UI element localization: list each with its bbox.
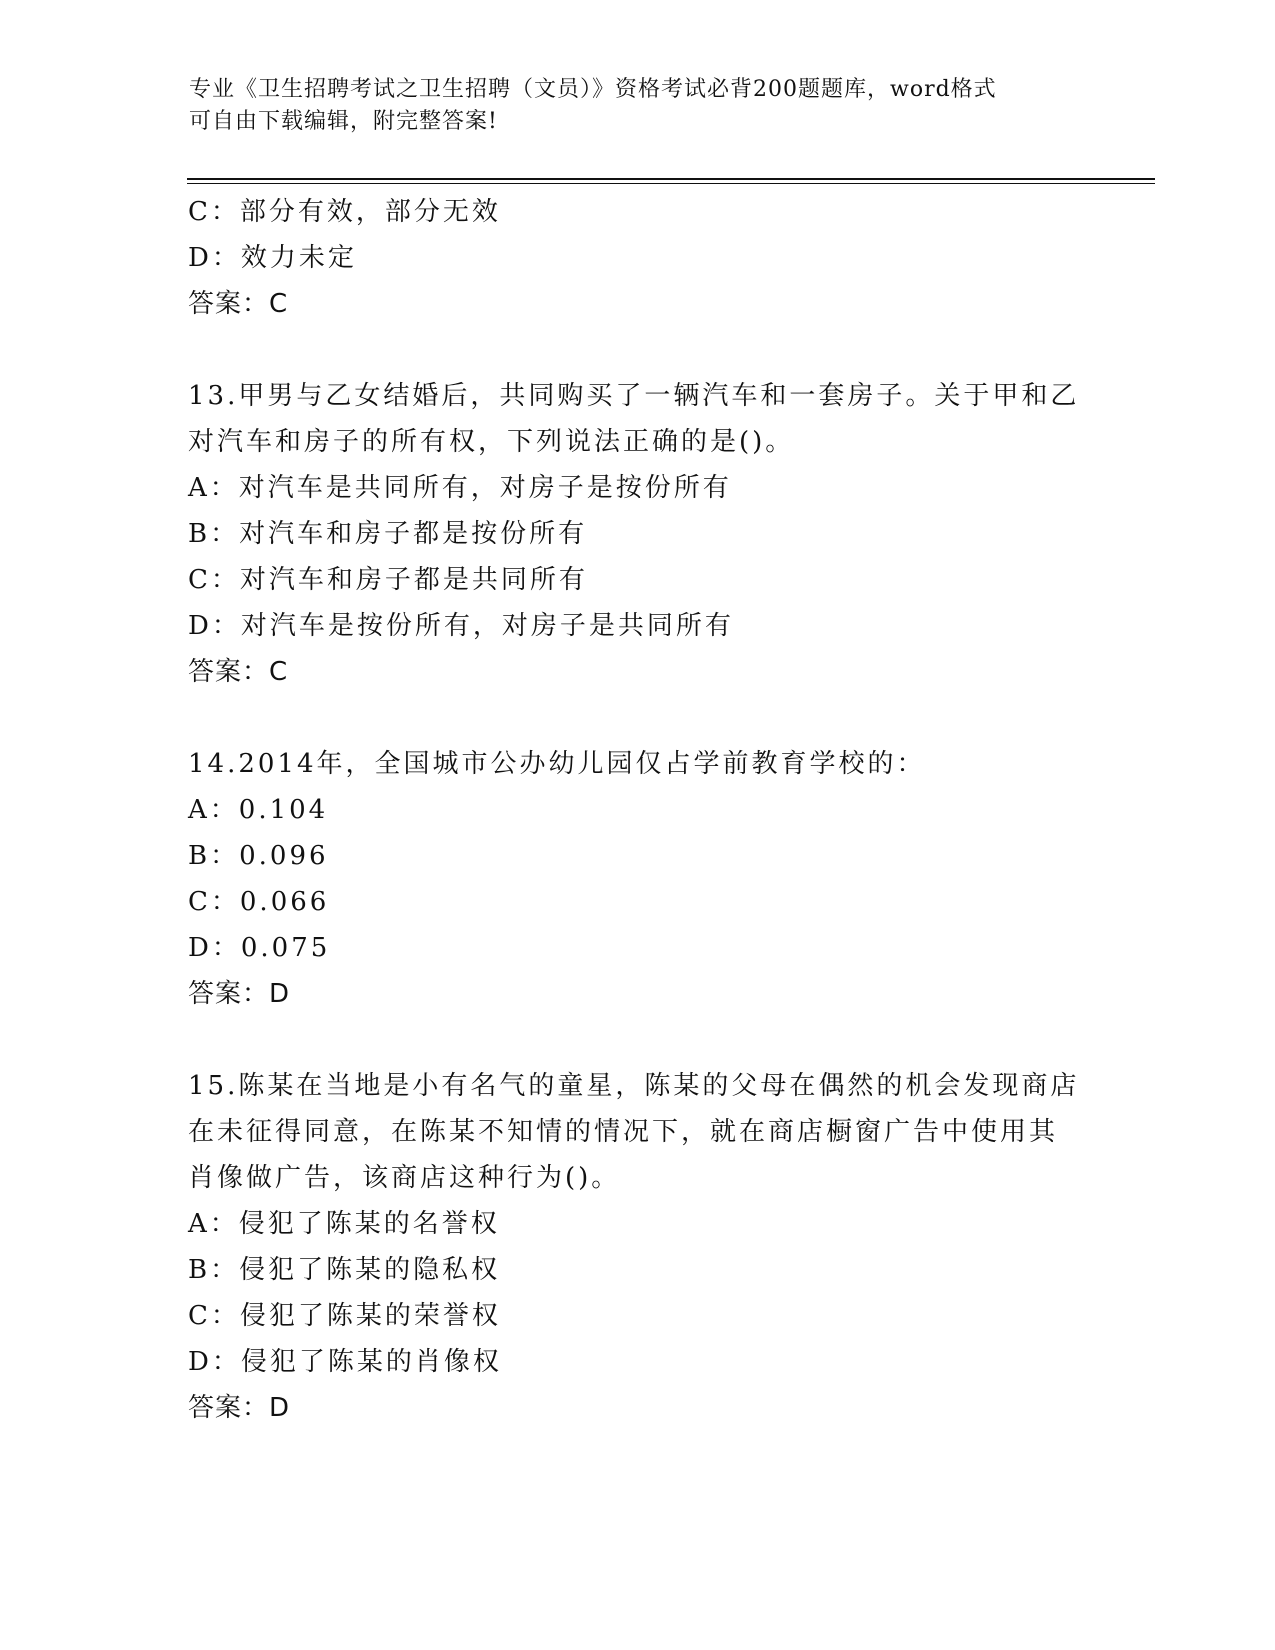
option-c: C：部分有效，部分无效 xyxy=(188,197,501,227)
question-stem-line: 14.2014年，全国城市公办幼儿园仅占学前教育学校的： xyxy=(188,749,926,779)
option-c: C：侵犯了陈某的荣誉权 xyxy=(188,1301,501,1331)
header-line-1: 专业《卫生招聘考试之卫生招聘（文员）》资格考试必背200题题库，word格式 xyxy=(189,77,997,102)
question-stem-line: 13.甲男与乙女结婚后，共同购买了一辆汽车和一套房子。关于甲和乙 xyxy=(188,381,1080,411)
page-header xyxy=(189,74,1089,138)
question-15 xyxy=(188,1063,1088,1431)
option-c: C：0.066 xyxy=(188,887,330,917)
option-d: D：对汽车是按份所有，对房子是共同所有 xyxy=(188,611,734,641)
header-rule-thin xyxy=(187,183,1155,184)
option-a: A：0.104 xyxy=(188,795,329,825)
question-stem-line: 对汽车和房子的所有权，下列说法正确的是()。 xyxy=(188,427,795,457)
answer-line: 答案：C xyxy=(188,289,289,319)
option-d: D：效力未定 xyxy=(188,243,357,273)
spacer xyxy=(188,1017,1088,1063)
question-14 xyxy=(188,741,1088,1017)
question-stem-line: 15.陈某在当地是小有名气的童星，陈某的父母在偶然的机会发现商店 xyxy=(188,1071,1080,1101)
answer-line: 答案：D xyxy=(188,979,291,1009)
header-line-2: 可自由下载编辑，附完整答案! xyxy=(189,109,498,134)
question-stem-line: 肖像做广告，该商店这种行为()。 xyxy=(188,1163,621,1193)
question-13 xyxy=(188,373,1088,695)
option-b: B：对汽车和房子都是按份所有 xyxy=(188,519,588,549)
option-c: C：对汽车和房子都是共同所有 xyxy=(188,565,588,595)
option-a: A：对汽车是共同所有，对房子是按份所有 xyxy=(188,473,732,503)
spacer xyxy=(188,695,1088,741)
option-d: D：侵犯了陈某的肖像权 xyxy=(188,1347,502,1377)
question-content xyxy=(188,189,1088,1431)
option-b: B：0.096 xyxy=(188,841,329,871)
question-12-continued xyxy=(188,189,1088,327)
question-stem-line: 在未征得同意，在陈某不知情的情况下，就在商店橱窗广告中使用其 xyxy=(188,1117,1059,1147)
header-rule-thick xyxy=(187,178,1155,180)
option-b: B：侵犯了陈某的隐私权 xyxy=(188,1255,501,1285)
answer-line: 答案：D xyxy=(188,1393,291,1423)
option-d: D：0.075 xyxy=(188,933,331,963)
answer-line: 答案：C xyxy=(188,657,289,687)
spacer xyxy=(188,327,1088,373)
option-a: A：侵犯了陈某的名誉权 xyxy=(188,1209,500,1239)
